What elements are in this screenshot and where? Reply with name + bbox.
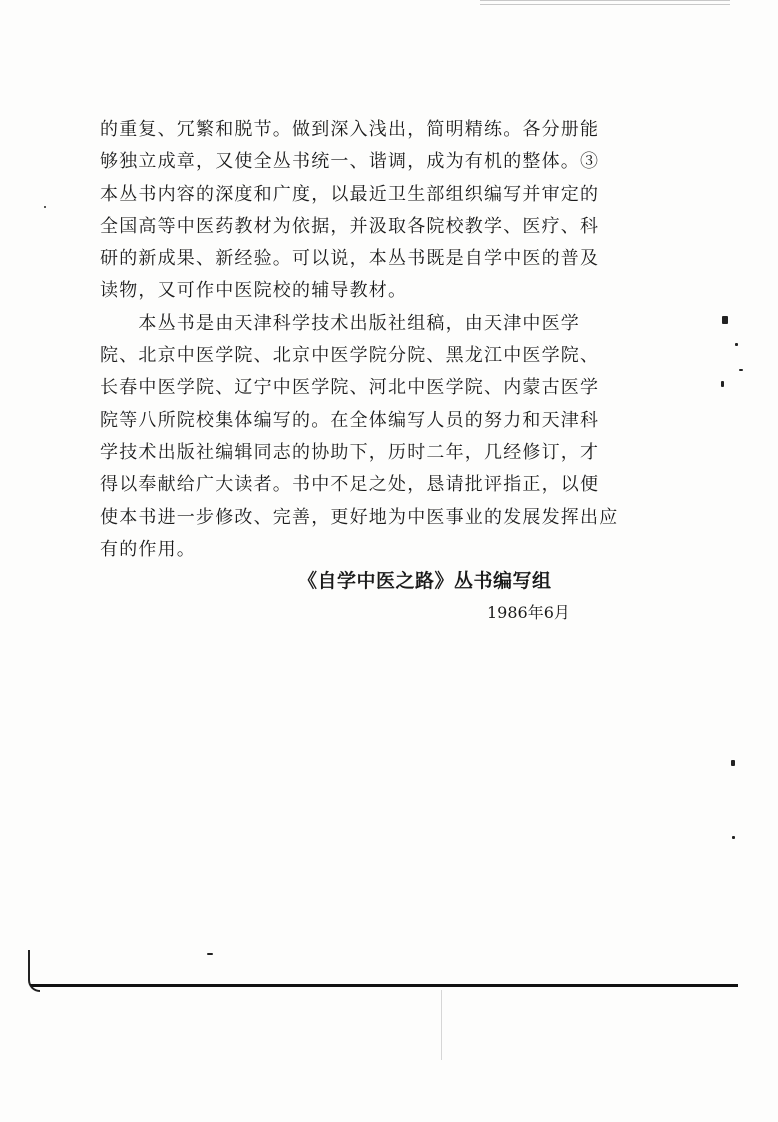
text-line: 本丛书内容的深度和广度，以最近卫生部组织编写并审定的 [100,183,600,205]
scan-speck [44,206,46,208]
text-line: 的重复、冗繁和脱节。做到深入浅出，简明精练。各分册能 [100,119,600,140]
scan-speck [721,381,724,387]
text-line: 学技术出版社编辑同志的协助下，历时二年，几经修订，才 [100,441,600,463]
text-line: 够独立成章，又使全丛书统一、谐调，成为有机的整体。③ [100,151,600,173]
scan-fold-line [441,990,442,1060]
text-line: 院等八所院校集体编写的。在全体编写人员的努力和天津科 [100,409,600,431]
text-line: 全国高等中医药教材为依据，并汲取各院校教学、医疗、科 [100,215,600,237]
scan-speck [722,316,728,324]
text-line: 得以奉献给广大读者。书中不足之处，恳请批评指正，以便 [100,474,600,496]
scan-speck [731,760,735,766]
text-line: 本丛书是由天津科学技术出版社组稿，由天津中医学 [100,312,580,334]
scan-speck [735,343,738,346]
text-line: 有的作用。 [100,538,196,560]
scan-speck [739,369,743,371]
body-text [100,114,640,566]
publication-date: 1986年6月 [487,603,570,622]
bottom-edge-rule [30,984,738,987]
text-line: 研的新成果、新经验。可以说，本丛书既是自学中医的普及 [100,248,600,270]
text-line: 读物，又可作中医院校的辅导教材。 [100,280,408,302]
scan-speck [207,953,213,955]
scan-speck [732,836,735,839]
text-line: 使本书进一步修改、完善，更好地为中医事业的发展发挥出应 [100,506,619,528]
author-signature: 《自学中医之路》丛书编写组 [298,570,552,592]
text-line: 长春中医学院、辽宁中医学院、河北中医学院、内蒙古医学 [100,377,600,399]
top-edge-rule [480,0,730,5]
text-line: 院、北京中医学院、北京中医学院分院、黑龙江中医学院、 [100,345,600,367]
